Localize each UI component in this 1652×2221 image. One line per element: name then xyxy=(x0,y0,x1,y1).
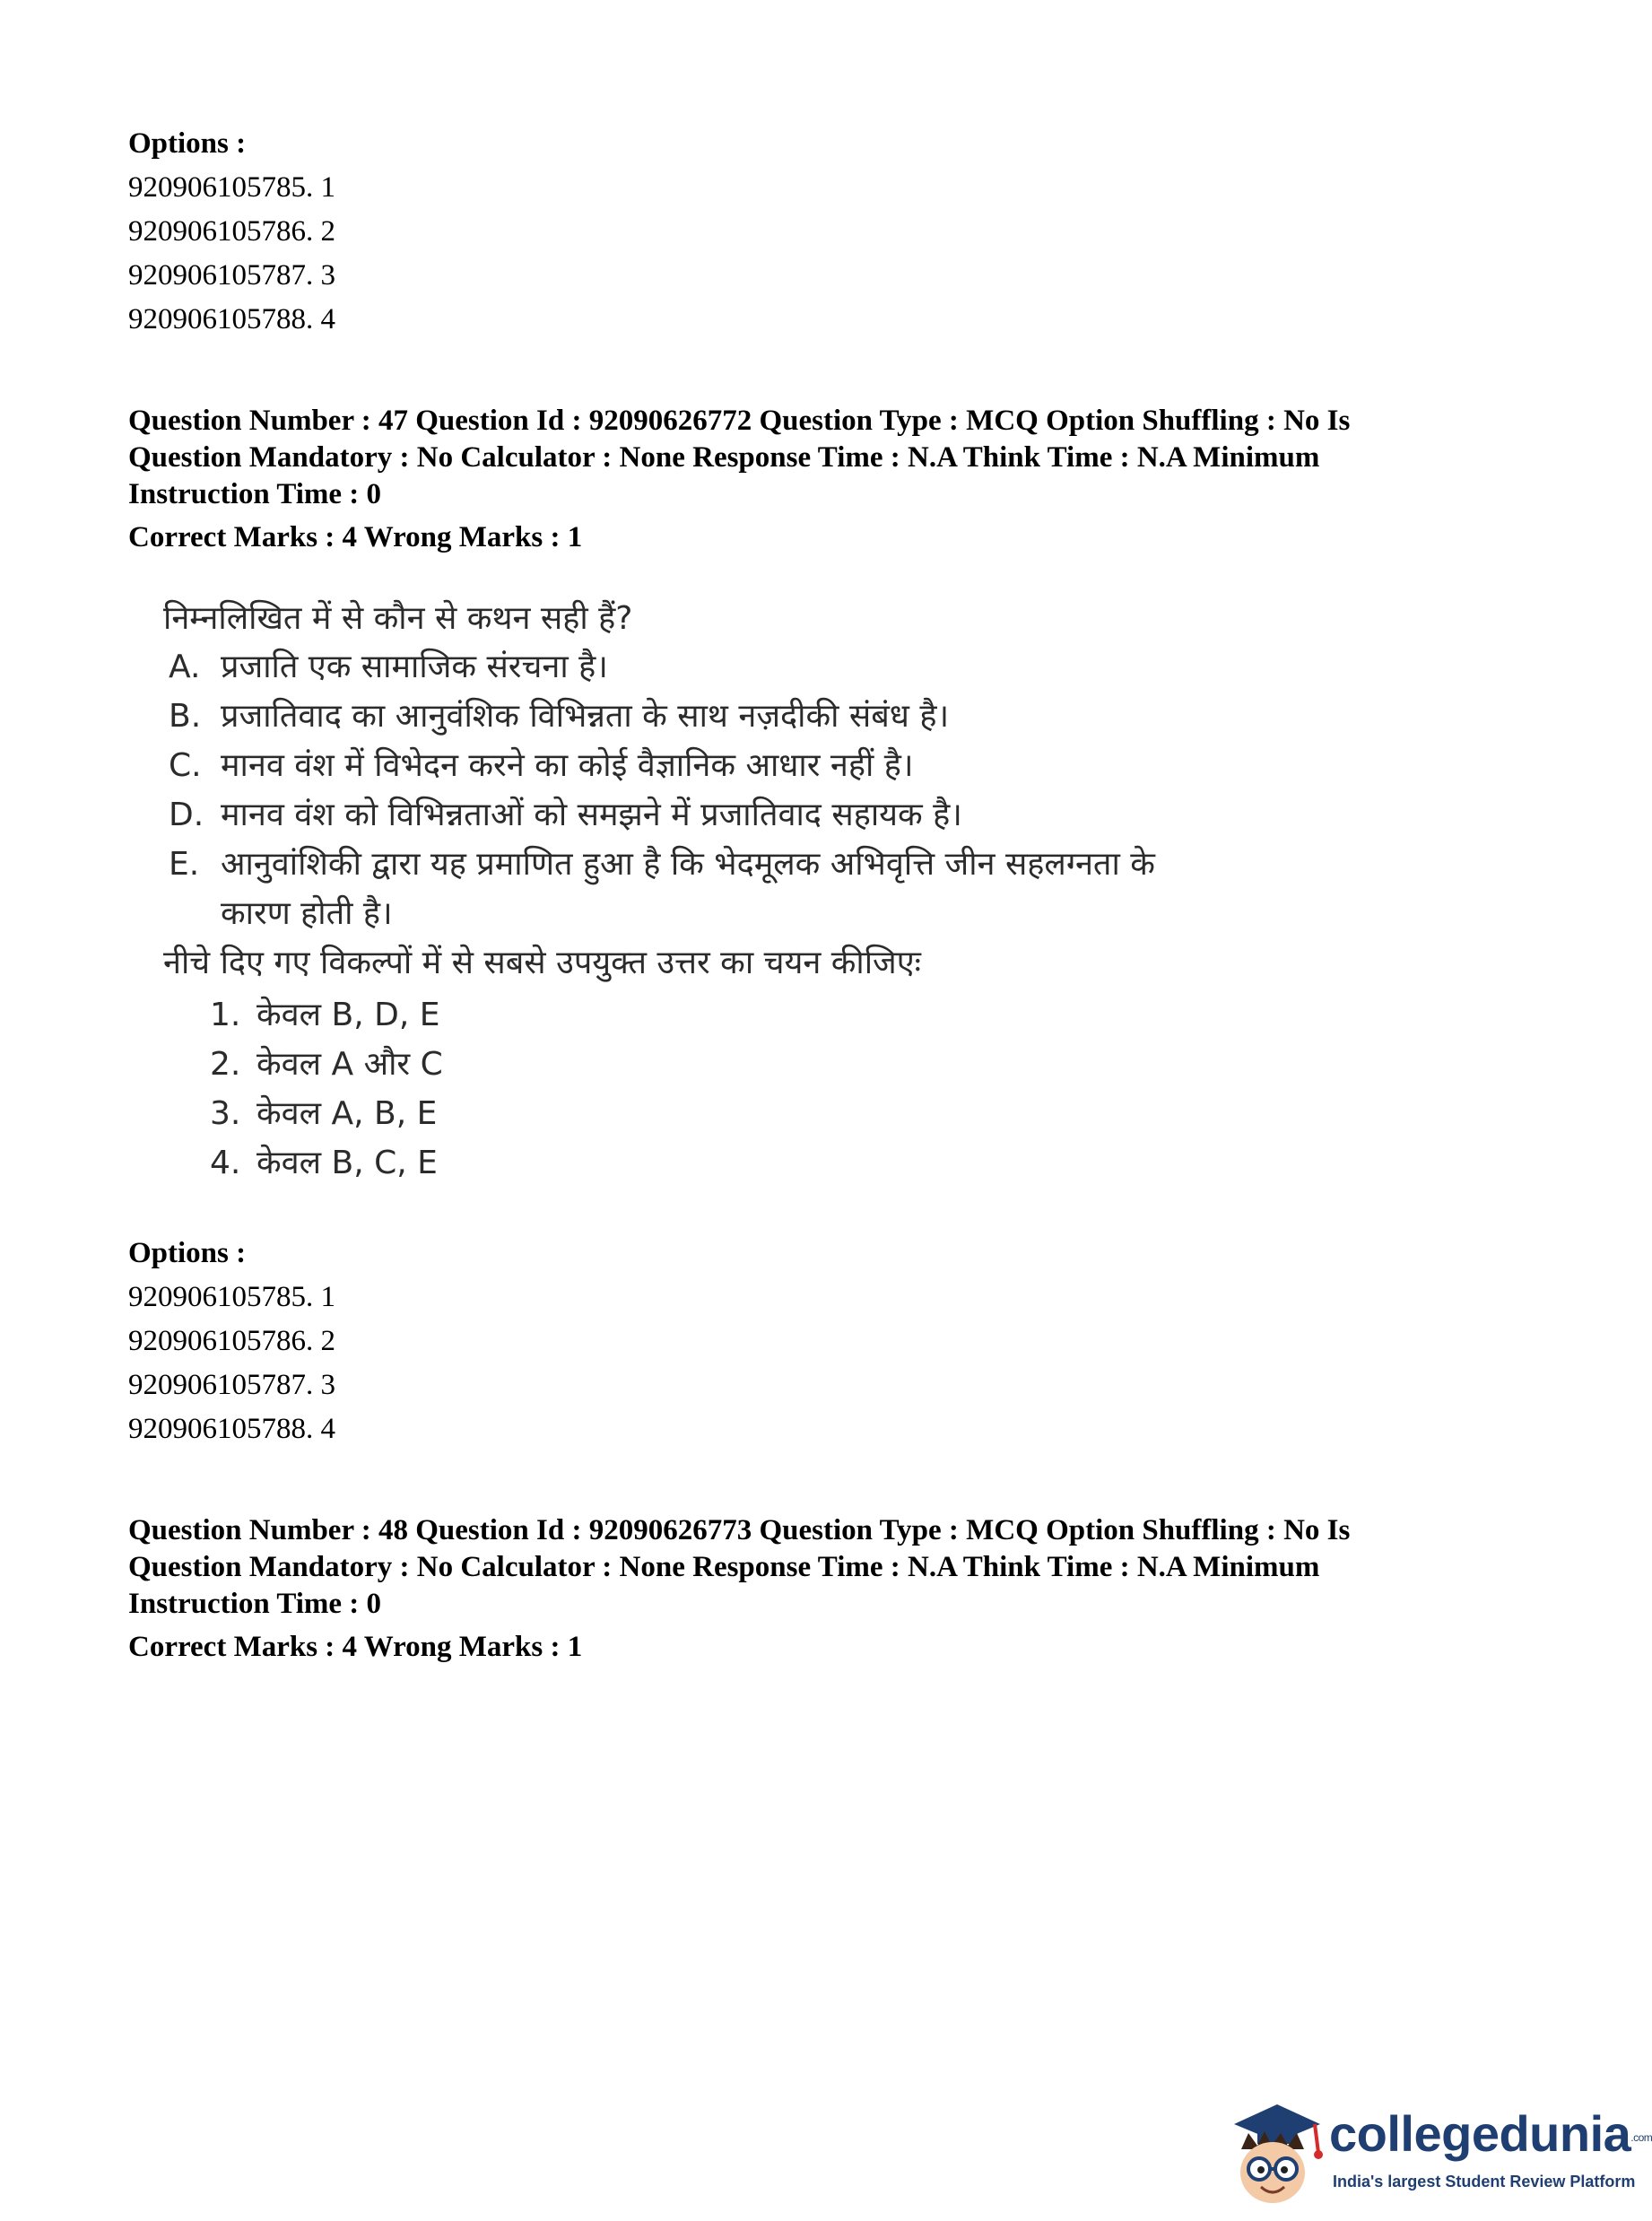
statement-label: D. xyxy=(169,797,204,833)
question-instruction: नीचे दिए गए विकल्पों में से सबसे उपयुक्त उत्तर का चयन कीजिएः xyxy=(163,945,921,981)
statement-b xyxy=(169,697,949,736)
meta-line: Question Number : 48 Question Id : 92090626773 Question Type : MCQ Option Shuffling : No Is xyxy=(128,1514,1351,1546)
choice-2 xyxy=(210,1045,443,1084)
question-48-marks: Correct Marks : 4 Wrong Marks : 1 xyxy=(128,1631,583,1663)
choice-number: 3. xyxy=(210,1095,241,1132)
statement-e xyxy=(169,845,1155,884)
choice-text: केवल B, D, E xyxy=(256,997,440,1033)
statement-label: B. xyxy=(169,698,202,735)
meta-line: Question Mandatory : No Calculator : None Response Time : N.A Think Time : N.A Minimum xyxy=(128,1551,1320,1583)
brand-suffix: .com xyxy=(1630,2131,1652,2144)
option-item: 920906105786. 2 xyxy=(128,1325,335,1357)
choice-text: केवल B, C, E xyxy=(256,1145,438,1181)
meta-line: Question Number : 47 Question Id : 92090626772 Question Type : MCQ Option Shuffling : No Is xyxy=(128,405,1351,437)
choice-3 xyxy=(210,1094,437,1134)
choice-number: 4. xyxy=(210,1145,241,1181)
option-item: 920906105788. 4 xyxy=(128,1413,335,1445)
statement-d xyxy=(169,796,962,835)
mascot-icon xyxy=(1222,2097,1329,2214)
option-item: 920906105787. 3 xyxy=(128,259,335,292)
collegedunia-logo xyxy=(1222,2097,1652,2214)
statement-label: C. xyxy=(169,747,202,784)
choice-text: केवल A और C xyxy=(256,1046,443,1083)
statement-c xyxy=(169,746,914,786)
choice-4 xyxy=(210,1144,438,1183)
statement-text: आनुवांशिकी द्वारा यह प्रमाणित हुआ है कि भेदमूलक अभिवृत्ति जीन सहलग्नता के xyxy=(221,846,1155,883)
choice-text: केवल A, B, E xyxy=(256,1095,438,1132)
meta-line: Instruction Time : 0 xyxy=(128,478,382,510)
meta-line: Instruction Time : 0 xyxy=(128,1588,382,1620)
statement-label: A. xyxy=(169,649,201,685)
statement-label: E. xyxy=(169,846,200,883)
question-47-meta xyxy=(128,403,1527,513)
choice-1 xyxy=(210,996,439,1035)
brand-tagline: India's largest Student Review Platform xyxy=(1333,2173,1636,2191)
option-item: 920906105785. 1 xyxy=(128,171,335,204)
question-47-image xyxy=(152,594,1211,1204)
question-48-meta xyxy=(128,1512,1527,1623)
brand-name: collegedunia$^{.com}$ xyxy=(1329,2105,1652,2162)
question-47-marks: Correct Marks : 4 Wrong Marks : 1 xyxy=(128,521,583,553)
statement-text: मानव वंश को विभिन्नताओं को समझने में प्रजातिवाद सहायक है। xyxy=(221,797,962,833)
statement-a xyxy=(169,648,608,687)
options-label: Options : xyxy=(128,1237,247,1269)
choice-number: 2. xyxy=(210,1046,241,1083)
options-label: Options : xyxy=(128,127,247,160)
meta-line: Question Mandatory : No Calculator : None Response Time : N.A Think Time : N.A Minimum xyxy=(128,441,1320,474)
question-stem: निम्नलिखित में से कौन से कथन सही हैं? xyxy=(163,600,633,637)
statement-text: प्रजाति एक सामाजिक संरचना है। xyxy=(221,649,608,685)
statement-e-continued: कारण होती है। xyxy=(221,895,393,932)
statement-text: मानव वंश में विभेदन करने का कोई वैज्ञानिक आधार नहीं है। xyxy=(221,747,914,784)
option-item: 920906105785. 1 xyxy=(128,1281,335,1313)
choice-number: 1. xyxy=(210,997,241,1033)
option-item: 920906105787. 3 xyxy=(128,1369,335,1401)
option-item: 920906105788. 4 xyxy=(128,303,335,335)
option-item: 920906105786. 2 xyxy=(128,215,335,248)
statement-text: प्रजातिवाद का आनुवंशिक विभिन्नता के साथ नज़दीकी संबंध है। xyxy=(221,698,950,735)
